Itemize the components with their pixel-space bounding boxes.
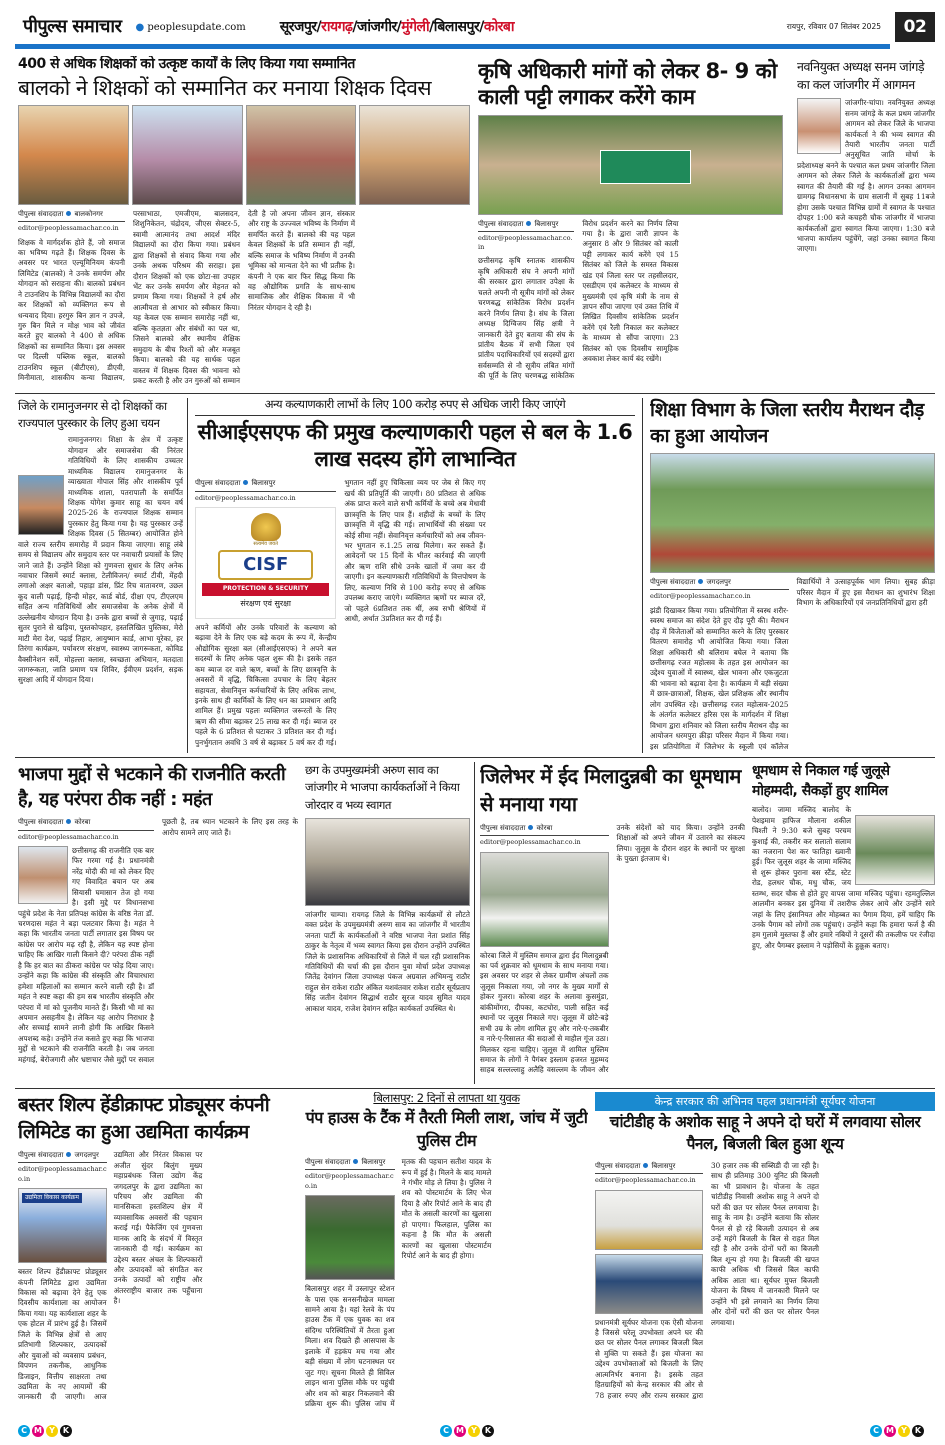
separator: / (396, 18, 402, 35)
photo-teachers-3 (246, 105, 357, 205)
byline: पीपुल्स संवाददाता जगदलपुर (650, 577, 789, 590)
headline: छग के उपमुख्यमंत्री अरुण साव का जांजगीर मे भाजपा कार्यकर्ताओं ने किया जोरदार व भव्य स्वागत (305, 763, 460, 812)
article-body: शिक्षक वे मार्गदर्शक होते हैं, जो समाज का भविष्य गढ़ते हैं। शिक्षक दिवस के अवसर पर भारत एल्यूमिनियम कंपनी लिमिटेड (बालको) ने उनके समर्पण और योगदान को सराहना की। बालको प्रबंधन ने टाउनशिप के विभिन्न विद्यालयों का दौरा कर शिक्षकों को व्यक्तिगत रूप से धन्यवाद दिया। हरगुरु बिन ज्ञान न उपजे, गुरु बिन मिले न मोक्ष भाव को जीवंत करते हुए बालको ने 400 से अधिक शिक्षकों का सम्मानित किया। इस अवसर पर दिल्ली पब्लिक स्कूल, बालको टाउनशिप स्कूल (बीटीएस), डीएवी, मिनीमाता, शासकीय कन्या विद्यालय, परसाभाठा, एमजीएम, बालसदन, शिशुनिकेतन, चंद्रोदय, जीएस सेक्टर-5, स्वामी आत्मानंद तथा आदर्श मंदिर विद्यालयों का दौरा किया गया। प्रबंधन द्वारा शिक्षकों से संवाद किया गया और उनके अथक परिश्रम की सराहा। इस दौरान शिक्षकों को एक छोटा-सा उपहार भेंट कर उनके समर्पण और मेहनत को प्रणाम किया गया। शिक्षकों ने हर्ष और आत्मीयता से आभार को स्वीकार किया। यह केवल एक सम्मान समारोह नहीं था, बल्कि कृतज्ञता और संबंधों का पल था, जिसने बालको और स्थानीय शैक्षिक समुदाय के बीच रिश्तों को और मजबूत किया। बालको की यह सार्थक पहल वास्तव में शिक्षक दिवस की भावना को प्रकट करती है और उन गुरुओं को सम्मान देती है जो अपना जीवन ज्ञान, संस्कार और राष्ट्र के उज्ज्वल भविष्य के निर्माण में समर्पित करते हैं। बालको की यह पहल केवल शिक्षकों के प्रति सम्मान ही नहीं, बल्कि समाज के भविष्य निर्माण में उनकी भूमिका को मान्यता देने का भी प्रतीक है। कंपनी ने एक बार फिर सिद्ध किया कि वह औद्योगिक प्रगति के साथ-साथ सामाजिक और शैक्षिक विकास में भी निरंतर योगदान दे रही है। (18, 208, 355, 385)
headline: बालको ने शिक्षकों को सम्मानित कर मनाया शिक्षक दिवस (18, 75, 432, 100)
newspaper-logo: पीपुल्स समाचार (23, 16, 122, 38)
email: editor@peoplessamachar.co.in (18, 224, 119, 233)
district-name: मुंगेली (401, 18, 430, 35)
article-body-wrap (18, 435, 183, 753)
article-krishi (478, 58, 783, 390)
registration-mark-m: M (32, 1425, 44, 1437)
photo-welcome-group (305, 818, 470, 906)
photo-solar-panels (595, 1254, 703, 1314)
headline: बस्तर शिल्प हेंडीक्राफ्ट प्रोड्यूसर कंपनी लिमिटेड का हुआ उद्यमिता कार्यक्रम (18, 1094, 270, 1143)
article-body: छत्तीसगढ़ की राजनीति एक बार फिर गरमा गई है। प्रधानमंत्री नरेंद्र मोदी की मां को लेकर दिए गए विवादित बयान पर अब सियासी घमासान तेज हो गया है। इसी मुद्दे पर विधानसभा पहुंचे प्रदेश के नेता प्रतिपक्ष कांग्रेस के वरिष्ठ नेता डॉ. चरणदास महंत ने बड़ा पलटवार किया है। महंत ने कहा कि भारतीय जनता पार्टी लगातार इस विषय पर कांग्रेस पर आरोप मढ़ रही है, लेकिन यह स्पष्ट होना चाहिए कि आखिर गाली किसने दी? परंपरा ठीक नहीं है कि हर बात का ठीकरा कांग्रेस पर फोड़ दिया जाए। उन्होंने कहा कि कांग्रेस की संस्कृति और विचारधारा हमेशा महिलाओं का सम्मान करने वाली रही है। डॉ महंत ने स्पष्ट कहा की हम सब भारतीय संस्कृति और परंपरा में मां को पूजनीय मानते हैं। किसी भी मां का अपमान असहनीय है। लेकिन यह आरोप निराधार है और सच्चाई सामने लानी होगी कि आखिर किसने अपशब्द कहे। उन्होंने तंज कसते हुए कहा कि भाजपा मुद्दों से भटकाने की राजनीति करती है। जब जनता महंगाई, बेरोजगारी और भ्रष्टाचार जैसे मुद्दों पर सवाल पूछती है, तब ध्यान भटकाने के लिए इस तरह के आरोप सामने लाए जाते हैं। (18, 817, 298, 1064)
byline: पीपुल्स संवाददाता बालकोनगर (18, 209, 125, 222)
article-body-wrap (595, 1161, 935, 1410)
article-body: रामानुजनगर। शिक्षा के क्षेत्र में उत्कृष्ट योगदान और समाजसेवा की निरंतर गतिविधियों के लिए शासकीय उच्चतर माध्यमिक विद्यालय रामानुजनगर के व्याख्याता गोपाल सिंह और शासकीय पूर्व माध्यमिक शाला, पतरापाली के समर्पित शिक्षक योगेश कुमार साहू का चयन वर्ष 2025-26 के राज्यपाल शिक्षक सम्मान पुरस्कार हेतु किया गया है। यह पुरस्कार उन्हें शिक्षक दिवस (5 सितम्बर) आयोजित होने वाले राज्य स्तरीय समारोह में प्रदान किया जाएगा। साहू लंबे समय से विद्यालय और समुदाय स्तर पर नवाचारी प्रयासों के लिए जाने जाते हैं। उन्होंने शिक्षा को गुणवत्ता सुधार के लिए अनेक नवाचार जिसमें स्मार्ट क्लास, टेलीविजन/ स्मार्ट टीवी, मेंहदी लगाओ अक्षर बताओ, पहाड़ा डांस, प्रिंट रिच वातावरण, उछल कूद वाली पढ़ाई, हिन्दी मोहर, कार्ड बोर्ड, दीक्षा एप, टीएलएम सहित अन्य गतिविधियों और समाजसेवा के अनेक क्षेत्रों में उल्लेखनीय योगदान दिया है। उनके द्वारा बच्चों से जुगाड़, पढ़ाई सुतर पुराने से खड़िया, पुस्तकोपहार, हस्तलिखित पुस्तिका, मेरो माटी मेरा देश, पढ़ाई तिहार, आयुष्मान कार्ड, आभा यूरेका, हर तिरंगा कार्यक्रम, पर्यावरण संरक्षण, स्वास्थ्य जागरूकता, कोविड वैक्सीनेशन सर्वे, मोहल्ला क्लास, स्वच्छता अभियान, मतदाता जागरूकता, जाति प्रमाण पत्र शिविर, ईवीएम प्रदर्शन, सड़क सुरक्षा आदि में योगदान दिया। (18, 435, 183, 685)
kicker: अन्य कल्याणकारी लाभों के लिए 100 करोड़ रुपए से अधिक जारी किए जाएंगे (195, 398, 635, 416)
registration-mark-y: Y (898, 1425, 910, 1437)
kicker: 400 से अधिक शिक्षकों को उत्कृष्ट कार्यों के लिए किया गया सम्मानित (18, 56, 355, 72)
article-arun-sao (305, 762, 470, 1084)
bullet-icon (353, 1159, 358, 1164)
page-number: 02 (895, 12, 935, 42)
registration-mark-c: C (440, 1425, 452, 1437)
separator: / (479, 18, 484, 35)
article-ramanujnagar (18, 398, 183, 753)
cisf-logo: सत्यमेव जयते CISF PROTECTION & SECURITY संरक्षण एवं सुरक्षा (195, 507, 336, 619)
email: editor@peoplessamachar.co.in (650, 592, 751, 601)
bullet-icon (526, 221, 531, 226)
article-body-wrap (305, 1157, 588, 1410)
divider (15, 393, 935, 394)
headline: धूमधाम से निकाल गई जुलूसे मोहम्मदी, सैकड़ों हुए शामिल (752, 763, 890, 799)
bullet-icon (698, 579, 703, 584)
cmyk-marks-center (440, 1418, 496, 1437)
email: editor@peoplessamachar.co.in (195, 493, 296, 502)
registration-mark-c: C (870, 1425, 882, 1437)
byline: पीपुल्स संवाददाता कोरबा (480, 823, 609, 836)
byline: पीपुल्स संवाददाता जगदलपुर (18, 1150, 107, 1163)
headline: भाजपा मुद्दों से भटकाने की राजनीति करती है, यह परंपरा ठीक नहीं : महंत (18, 764, 286, 811)
article-mahant (18, 762, 298, 1084)
bullet-icon (528, 825, 533, 830)
globe-icon: ● (135, 21, 148, 33)
article-body-wrap (305, 910, 470, 1084)
article-marathon (650, 398, 935, 753)
photo-charandas-mahant (18, 846, 68, 904)
photo-teacher (18, 475, 64, 535)
registration-mark-c: C (18, 1425, 30, 1437)
headline: जिले के रामानुजनगर से दो शिक्षकों का राज्यपाल पुरस्कार के लिए हुआ चयन (18, 399, 167, 430)
article-body: बस्तर शिल्प हेंडीक्राफ्ट प्रोड्यूसर कंपनी लिमिटेड द्वारा उद्यमिता विकास को बढ़ावा देने हेतु एक दिवसीय कार्यशाला का आयोजन किया गया। यह कार्यशाला शहर के एक होटल में प्रारंभ हुई है। जिसमें जिले के विभिन्न क्षेत्रों से आए प्रतिभागी शिल्पकार, उत्पादकों और युवाओं को व्यवसाय प्रबंधन, विपणन तकनीक, आधुनिक डिजाइन, वित्तीय साक्षरता तथा उद्यमिता के नए आयामों की जानकारी दी जाएगी। आज उद्यमिता और निरंतर विकास पर अजीत सुंदर बिलुंग मुख्य महाप्रबंधक जिला उद्योग केंद्र जगदलपुर के द्वारा उद्यमिता का परिचय और उद्यमिता की मानसिकता हस्तशिल्प क्षेत्र में व्यावसायिक अवसरों की पहचान कराई गई। पैकेजिंग एवं गुणवत्ता मानक आदि के संदर्भ में विस्तृत जानकारी दी गई। कार्यक्रम का उद्देश्य बस्तर अंचल के शिल्पकारों और उत्पादकों को संगठित कर उनके उत्पादों को राष्ट्रीय और अंतरराष्ट्रीय बाजार तक पहुँचाना है। (18, 1150, 203, 1402)
article-body: अपने कर्मियों और उनके परिवारों के कल्याण को बढ़ावा देने के लिए एक बड़े कदम के रूप में, केन्द्रीय औद्योगिक सुरक्षा बल (सीआईएसएफ) ने अपने बल सदस्यों के लिए अनेक पहल शुरू की है। इसके तहत कम ब्याज दर वाले ऋण, बच्चों के लिए छात्रवृत्ति के अवसरों में वृद्धि, चिकित्सा उपचार के लिए बेहतर सहायता, सेवानिवृत्त कर्मचारियों के लिए अधिक लाभ, इनके साथ ही कार्मिकों के लिए धन का प्रावधान आदि शामिल हैं। प्रमुख पहलः व्यक्तिगत जरूरतों के लिए ऋण की सीमा बढ़ाकर 25 लाख कर दी गई। ब्याज दर पहले के 6 प्रतिशत से घटाकर 3 प्रतिशत कर दी गई। पुनर्भुगतान अवधि 3 वर्ष से बढ़ाकर 5 वर्ष कर दी गई। भुगतान नहीं हुए चिकित्सा व्यय पर जेब से किए गए खर्च की प्रतिपूर्ति की जाएगी। 80 प्रतिशत से अधिक अंक प्राप्त करने वाले सभी कर्मियों के बच्चे अब मेधावी छात्रवृत्ति के लिए पात्र हैं। शहीदों के बच्चों के लिए छात्रवृत्ति में वृद्धि की गई। लाभार्थियों की संख्या पर कोई सीमा नहीं। सेवानिवृत्त कर्मचारियों को अब जीवन-भर भुगतान रु.1.25 लाख मिलेगा। कर सकते हैं। आवेदनों पर 15 दिनों के भीतर कार्रवाई की जाएगी और ऋण राशि सीधे उनके खातों में जमा कर दी जाएगी। इन कल्याणकारी गतिविधियों के वित्तपोषण के लिए, कल्याण निधि से 100 करोड़ रुपए से अधिक उपलब्ध कराए जाएंगे। व्यक्तिगत ऋणों पर ब्याज दरें, जो पहले 6प्रतिशत तक थीं, अब सभी श्रेणियों में आधी, अर्थात 3प्रतिशत कर दी गई हैं। (195, 478, 486, 747)
district-list (280, 19, 514, 36)
photo-workshop: उद्यमिता विकास कार्यक्रम (18, 1188, 107, 1263)
article-eid (480, 762, 745, 1084)
article-body-wrap (18, 209, 470, 390)
photo-marathon (650, 453, 935, 573)
registration-mark-m: M (454, 1425, 466, 1437)
photo-teachers-1 (18, 105, 129, 205)
article-body: जांजगीर-चांपा। नवनियुक्त अध्यक्ष सनम जांगड़े के कल प्रथम जांजगीर आगमन को लेकर जिले के भाजपा कार्यकर्ता ने की भव्य स्वागत की तैयारी भारतीय जनता पार्टी अनुसूचित जाति मोर्चा के प्रदेशाध्यक्ष बनने के पश्चात कल प्रथम जांजगीर जिला आगमन को लेकर जिले के कार्यकर्ताओं द्वारा भव्य स्वागत की तैयारी की गई है। आगन उनका आगमन ग्रामगढ़ विधानसभा के ग्राम सलानी में सुबह 11बजे होगा उसके पश्चात विभिन्न ग्रामों में स्वागत के पश्चात दोपहर 1:00 बजे कचहरी चौक जांजगीर में भाजपा कार्यकर्ताओं द्वारा स्वागत किया जाएगा। 1:30 बजे भाजपा कार्यालय पहुंचेंगे, जहां उनका स्वागत किया जाएगा। (797, 98, 935, 254)
article-body: बालोद। जामा मस्जिद बालोद के पेशइमाम हाफिज मौलाना शकील चिश्ती ने 9:30 बजे सुबह परचम कुशाई की, तकरीर कर सलातो सलाम का नजराना पेश कर फातिहा ख्वानी हुई। फिर जुलूस शहर के जामा मस्जिद से शुरू होकर पुराना बस स्टैंड, स्टेट रोड, हलधर चौक, मधु चौक, जय स्तम्भ, सदर चौक से होते हुए वापस जामा मस्जिद पहुंचा। रहमतुल्लिल आलमीन बनकर इस दुनिया में तशरीफ लेकर आये और उन्होंने सारे जहां के लिए इंसानियत और मोहब्बत का पैगाम दिया, हमें चाहिए कि उनके पैगाम को लोगों तक पहुंचाएं। उन्होंने कहा कि हमारा फर्ज है की हम गुलामे मुस्तफा हैं और हमारे नबियों ने दूसरों की तकलीफ पर रंजीदा हुए, और पैगम्बर इस्लाम ने पड़ोसियों के हुक़ूक़ बताए। (752, 805, 935, 950)
headline: नवनियुक्त अध्यक्ष सनम जांगड़े का कल जांजगीर में आगमन (797, 59, 925, 93)
divider (15, 1088, 935, 1089)
email: editor@peoplessamachar.co.in (305, 1172, 394, 1190)
article-bastar (18, 1092, 298, 1410)
website-link[interactable]: ● peoplesupdate.com (135, 21, 246, 33)
article-body-wrap (480, 823, 745, 1084)
kicker-banner: केन्द्र सरकार की अभिनव पहल प्रधानमंत्री सूर्यघर योजना (595, 1092, 935, 1111)
headline: जिलेभर में ईद मिलादुन्नबी का धूमधाम से मनाया गया (480, 764, 741, 816)
article-body-wrap (650, 577, 935, 753)
email: editor@peoplessamachar.co.in (18, 832, 119, 841)
email: editor@peoplessamachar.co.in (478, 233, 573, 252)
bullet-icon (643, 1163, 648, 1168)
photo-juluse (855, 815, 935, 885)
photo-teachers-2 (132, 105, 243, 205)
registration-mark-k: K (912, 1425, 924, 1437)
byline: पीपुल्स संवाददाता कोरबा (18, 817, 154, 830)
headline: चांटीडीह के अशोक साहू ने अपने दो घरों में लगवाया सोलर पैनल, बिजली बिल हुआ शून्य (609, 1113, 921, 1154)
cmyk-marks-left (18, 1418, 74, 1437)
article-body: प्रधानमंत्री सूर्यघर योजना एक ऐसी योजना है जिससे घरेलू उपभोक्ता अपने घर की छत पर सोलर पैनल लगाकर बिजली बिल से मुक्ति पा सकते हैं। इस योजना का उद्देश्य उपभोक्ताओं को बिजली के लिए आत्मनिर्भर बनाना है। इसके तहत हितग्राहियों को केन्द्र सरकार की ओर से 78 हजार रुपए और राज्य सरकार द्वारा 30 हजार तक की सब्सिडी दी जा रही है। साथ ही प्रतिमाह 300 यूनिट फ्री बिजली का भी प्रावधान है। योजना के तहत चांटीडीह निवासी अशोक साहू ने अपने दो घरों की छत पर सोलर पैनल लगवाया है। साहू के नाम है। उन्होंने बताया कि सोलर पैनल से हो रहे बिजली उत्पादन से अब उन्हें महंगे बिजली के बिल से राहत मिल रही है और उनके दोनों घरों का बिजली बिल शून्य हो गया है। बिजली की खपत काफी अधिक थी जिससे बिल काफी अधिक आता था। सूर्यघर मुफ्त बिजली योजना के विषय में जानकारी मिलने पर उन्होंने भी इसे लगवाने का निर्णय लिया और दोनों घरों की छत पर सोलर पैनल लगवाया। (595, 1160, 819, 1400)
emblem-icon (251, 513, 281, 541)
masthead (15, 12, 935, 42)
photo-solar-inverter (595, 1190, 703, 1250)
masthead-rule (15, 44, 890, 49)
photo-sanam-jangde (797, 98, 841, 154)
byline: पीपुल्स संवाददाता बिलासपुर (595, 1161, 703, 1174)
registration-mark-m: M (884, 1425, 896, 1437)
article-body: झंडी दिखाकर किया गया। प्रतियोगिता में स्वस्थ शरीर-स्वस्थ समाज का संदेश देते हुए दौड़ पूरी की। मैराथन दौड़ में विजेताओं को सम्मानित करने के लिए पुरस्कार वितरण समारोह भी आयोजित किया गया। जिला शिक्षा अधिकारी श्री बलिराम बघेल ने बताया कि छत्तीसगढ़ रजत महोत्सव के तहत इस आयोजन का उद्देश्य युवाओं में स्वास्थ्य, खेल भावना और एकजुटता की भावना को बढ़ावा देना है। कार्यक्रम में बड़ी संख्या में छात्र-छात्राओं, शिक्षक, खेल प्रशिक्षक और स्थानीय लोग उपस्थित रहे। छत्तीसगढ़ रजत महोत्सव-2025 के अंतर्गत कलेक्टर हरिस एस के मार्गदर्शन में शिक्षा विभाग द्वारा शनिवार को जिला स्तरीय मैराथन दौड़ का आयोजन धरमपुरा क्रीड़ा परिसर मैदान में किया गया। इस प्रतियोगिता में जिलेभर के स्कूली एवं कॉलेज विद्यार्थियों ने उत्साहपूर्वक भाग लिया। सुबह क्रीड़ा परिसर मैदान में हुए इस मैराथन का शुभारंभ शिक्षा विभाग के अधिकारियों एवं जनप्रतिनिधियों द्वारा हरी (650, 577, 935, 751)
article-body-wrap (195, 478, 635, 753)
registration-mark-k: K (482, 1425, 494, 1437)
separator: / (429, 18, 434, 35)
bullet-icon (243, 480, 248, 485)
registration-mark-y: Y (468, 1425, 480, 1437)
bullet-icon (66, 819, 71, 824)
email: editor@peoplessamachar.co.in (480, 838, 581, 847)
article-juluse (752, 762, 935, 1084)
article-balco (18, 56, 470, 390)
district-name: कोरबा (483, 18, 515, 35)
article-jangde (797, 58, 935, 390)
article-solar (595, 1092, 935, 1410)
bullet-icon (66, 211, 71, 216)
article-body-wrap (752, 805, 935, 1084)
headline: सीआईएसएफ की प्रमुख कल्याणकारी पहल से बल के 1.6 लाख सदस्य होंगे लाभान्वित (197, 419, 633, 472)
article-body-wrap (18, 1150, 298, 1410)
district-name: रायगढ़ (321, 18, 353, 35)
divider (474, 762, 475, 1084)
article-body: कोरबा जिले में मुस्लिम समाज द्वारा ईद मिलादुन्नबी का पर्व शुक्रवार को धूमधाम के साथ मनाया गया। इस अवसर पर शहर से लेकर ग्रामीण अंचलों तक जुलूस निकाला गया, जो नगर के मुख्य मार्गों से होकर गुजरा। कोरबा शहर के अलावा कुसमुंडा, बांकीमोंगरा, दीपका, कटघोरा, पाली सहित कई स्थानों पर जुलूस निकाले गए। जुलूस में छोटे-बड़े सभी उम्र के लोग शामिल हुए और नारे-ए-तकबीर व नारे-ए-रिसालत की सदाओं से माहौल गूंज उठा। मिलकर रहना चाहिए। जुलूस में शामिल मुस्लिम समाज के लोगों ने पैगंबर इस्लाम हजरत मुहम्मद साहब सल्लल्लाहु अलैहि वसल्लम के जीवन और उनके संदेशों को याद किया। उन्होंने उनकी शिक्षाओं को अपने जीवन में उतारने का संकल्प लिया। जुलूस के दौरान शहर के स्थानों पर सुरक्षा के पुख्ता इंतजाम थे। (480, 823, 745, 1075)
article-body-wrap (478, 219, 783, 391)
kicker: बिलासपुर: 2 दिनों से लापता था युवक (373, 1092, 520, 1105)
article-body: जांजगीर चाम्पा। रायगढ़ जिले के विभिन्न कार्यक्रमों से लौटते वक्त प्रदेश के उपमुख्यमंत्री अरुण साव का जांजगीर में भारतीय जनता पार्टी के कार्यकर्ताओं ने वरिष्ठ भाजपा नेता प्रशांत सिंह ठाकुर के नेतृत्व में भव्य स्वागत किया इस दौरान उन्होंने उपस्थित जिले के प्रशासनिक अधिकारियों से जिले में चल रही प्रशासनिक गतिविधियों की चर्चा की इस दौरान युवा मोर्चा प्रदेश उपाध्यक्ष जितेंद्र देवांगन जिला उपाध्यक्ष पंकज अग्रवाल अभिमन्यु राठौर राहुल सेन राकेश राठौर अंकित यशवंतवार राकेश राठौर सूर्यप्रताप सिंह जतीन देवांगन सिद्धार्थ राठौर सूरज यादव सुमित यादव आकाश यादव, राजेश देवांगन सहित कार्यकर्ता उपस्थित थे। (305, 909, 470, 1013)
headline: पंप हाउस के टैंक में तैरती मिली लाश, जांच में जुटी पुलिस टीम (305, 1107, 588, 1150)
article-body: छत्तीसगढ़ कृषि स्नातक शासकीय कृषि अधिकारी संघ ने अपनी मांगों की सरकार द्वारा लगातार उपेक्षा के चलते अपनी नौ सूत्रीय मांगों को लेकर चरणबद्ध सांकेतिक विरोध प्रदर्शन करने निर्णय लिया है। संघ के जिला अध्यक्ष दिग्विजय सिंह क्षत्री ने जानकारी देते हुए बताया की संघ के प्रांतीय बैठक में सभी जिला एवं प्रांतीय पदाधिकारियों एवं सदस्यों द्वारा सर्वसम्मति से नौ सूत्रीय लंबित मांगों की पूर्ति के लिए चरणबद्ध सांकेतिक विरोध प्रदर्शन करने का निर्णय लिया गया है। के द्वारा जारी ज्ञापन के अनुसार 8 और 9 सितंबर को काली पट्टी लगाकर कार्य करेंगे एवं 15 सितंबर को जिले के समस्त विकास खंड एवं जिला स्तर पर तहसीलदार, एसडीएम एवं कलेक्टर के माध्यम से मुख्यमंत्री एवं कृषि मंत्री के नाम से ज्ञापन सौंपा जाएगा एवं उक्त तिथि में लिखित दिवसीय सांकेतिक प्रदर्शन करेंगे एवं रैली निकाल कर कलेक्टर के माध्यम से सौंपा जाएगा। 23 सितंबर को एक दिवसीय सामूहिक अवकाश लेकर कार्य बंद रखेंगे। (478, 218, 679, 381)
byline: पीपुल्स संवाददाता बिलासपुर (478, 219, 574, 232)
article-cisf (195, 398, 635, 753)
headline: शिक्षा विभाग के जिला स्तरीय मैराथन दौड़ का हुआ आयोजन (650, 399, 924, 447)
separator: / (316, 18, 322, 35)
divider (642, 398, 643, 753)
email: editor@peoplessamachar.co.in (18, 1165, 107, 1183)
byline: पीपुल्स संवाददाता बिलासपुर (305, 1157, 395, 1170)
article-body-wrap (797, 98, 935, 390)
district-name: बिलासपुर (433, 18, 480, 35)
cmyk-marks-right (870, 1418, 926, 1437)
article-body-wrap (18, 817, 298, 1084)
district-name: सूरजपुर (279, 18, 317, 35)
separator: / (352, 18, 358, 35)
photo-protest-banner (478, 115, 783, 215)
photo-eid-procession (480, 852, 609, 947)
article-pumphouse (305, 1092, 588, 1410)
headline: कृषि अधिकारी मांगों को लेकर 8- 9 को काली पट्टी लगाकर करेंगे काम (478, 59, 777, 110)
divider (15, 757, 935, 758)
photo-teachers-4 (359, 105, 470, 205)
email: editor@peoplessamachar.co.in (595, 1176, 696, 1185)
district-name: जांजगीर (357, 18, 397, 35)
dateline: रायपुर, रविवार 07 सितंबर 2025 (786, 22, 881, 31)
article-body: बिलासपुर शहर में उस्लापुर स्टेशन के पास एक सनसनीखेज मामला सामने आया है। यहां रेलवे के पंप हाउस टैंक में एक युवक का शव संदिग्ध परिस्थितियों में तैरता हुआ मिला। शव दिखते ही आसपास के इलाके में हड़कंप मच गया और बड़ी संख्या में लोग घटनास्थल पर जुट गए। सूचना मिलते ही सिविल लाइन थाना पुलिस मौके पर पहुंची और शव को बाहर निकलवाने की प्रक्रिया शुरू की। पुलिस जांच में मृतक की पहचान सतीश यादव के रूप में हुई है। मिलने के बाद मामले ने गंभीर मोड़ ले लिया है। पुलिस ने शव को पोस्टमार्टम के लिए भेज दिया है और रिपोर्ट आने के बाद ही मौत के असली कारणों का खुलासा हो पाएगा। फिलहाल, पुलिस का कहना है कि मौत के असली कारणों का खुलासा पोस्टमार्टम रिपोर्ट आने के बाद ही होगा। (305, 1157, 492, 1408)
bullet-icon (66, 1152, 71, 1157)
byline: पीपुल्स संवाददाता बिलासपुर (195, 478, 336, 491)
divider (187, 398, 188, 753)
photo-tank (305, 1195, 395, 1280)
registration-mark-y: Y (46, 1425, 58, 1437)
registration-mark-k: K (60, 1425, 72, 1437)
